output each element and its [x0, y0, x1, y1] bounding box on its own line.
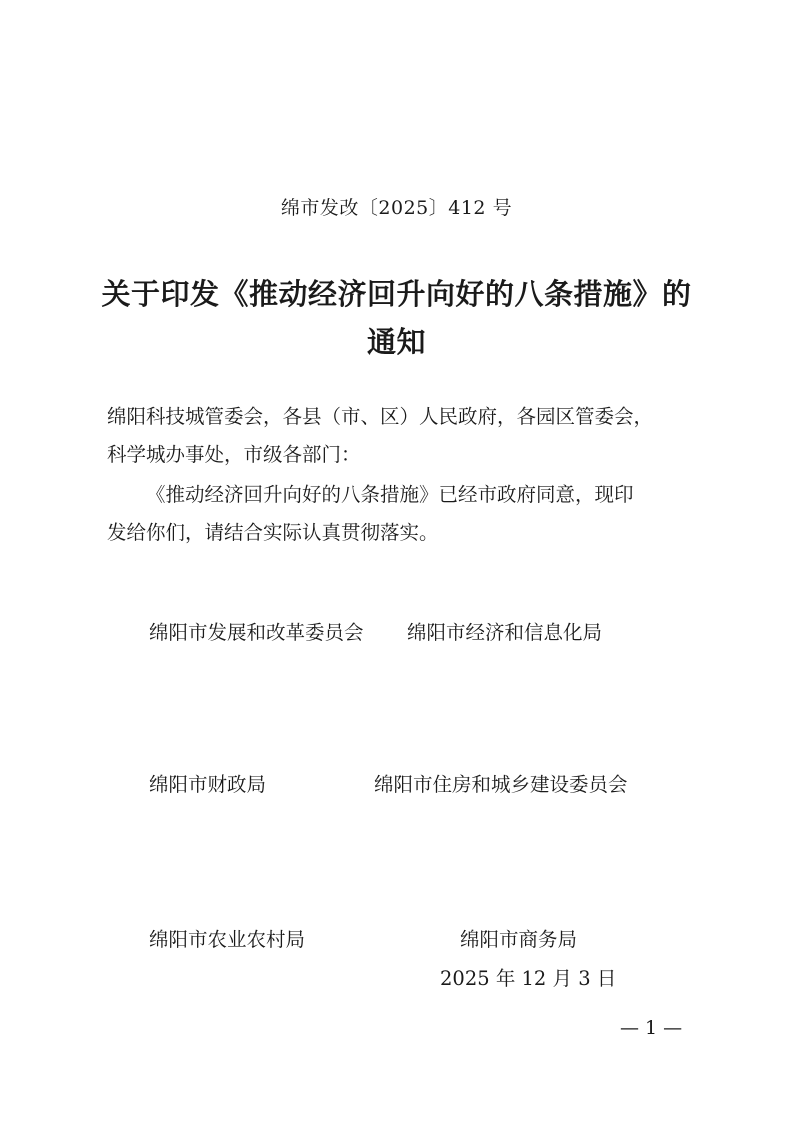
signer-development-reform-commission: 绵阳市发展和改革委员会	[149, 621, 364, 644]
body-paragraph-line-2: 发给你们，请结合实际认真贯彻落实。	[107, 521, 439, 544]
signer-housing-construction-committee: 绵阳市住房和城乡建设委员会	[374, 773, 628, 796]
addressee-line-2: 科学城办事处，市级各部门：	[107, 443, 361, 466]
document-number: 绵市发改〔2025〕412 号	[280, 197, 513, 219]
signer-economy-information-bureau: 绵阳市经济和信息化局	[407, 621, 603, 644]
issue-date: 2025 年 12 月 3 日	[440, 967, 617, 990]
body-paragraph-line-1: 《推动经济回升向好的八条措施》已经市政府同意，现印	[146, 483, 634, 506]
signer-commerce-bureau: 绵阳市商务局	[460, 928, 578, 951]
addressee-line-1: 绵阳科技城管委会，各县（市、区）人民政府，各园区管委会，	[107, 405, 654, 428]
document-title-line-2: 通知	[366, 325, 426, 359]
signer-finance-bureau: 绵阳市财政局	[149, 773, 267, 796]
signer-agriculture-rural-bureau: 绵阳市农业农村局	[149, 928, 306, 951]
document-title-line-1: 关于印发《推动经济回升向好的八条措施》的	[101, 277, 692, 311]
page-number: — 1 —	[620, 1017, 683, 1039]
